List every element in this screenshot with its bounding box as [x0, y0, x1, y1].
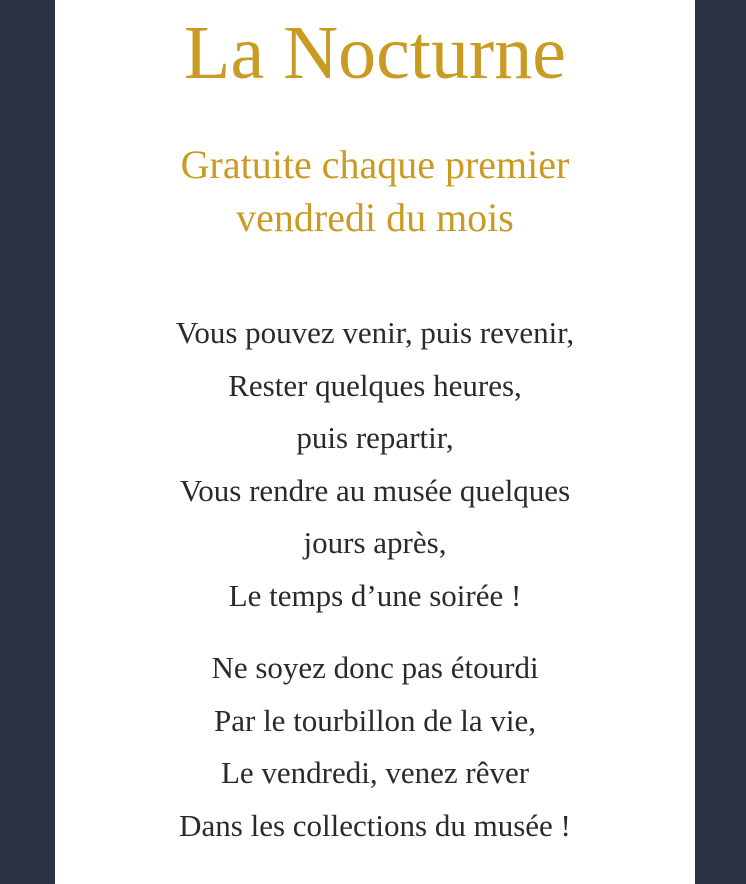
- subtitle-line: Gratuite chaque premier: [180, 142, 570, 187]
- poem-line: Dans les collections du musée !: [179, 807, 571, 843]
- poem-line: Par le tourbillon de la vie,: [214, 702, 536, 738]
- poem-line: Le temps d’une soirée !: [228, 577, 522, 613]
- poem-line: Ne soyez donc pas étourdi: [211, 650, 539, 685]
- poem-line: Vous rendre au musée quelques: [179, 472, 571, 508]
- poem-line: jours après,: [303, 525, 447, 560]
- poem-stanza-1: [55, 307, 695, 622]
- poem-line: Vous pouvez venir, puis revenir,: [175, 315, 575, 350]
- poem-line: puis repartir,: [296, 420, 454, 455]
- poem-line: Rester quelques heures,: [228, 367, 522, 403]
- subtitle-line: vendredi du mois: [236, 195, 514, 240]
- poem-line: Le vendredi, venez rêver: [220, 755, 530, 790]
- poster-page: [55, 0, 695, 884]
- poem-stanza-2: [55, 642, 695, 852]
- poster-title: La Nocturne: [184, 11, 566, 95]
- poster-subtitle: [55, 138, 695, 244]
